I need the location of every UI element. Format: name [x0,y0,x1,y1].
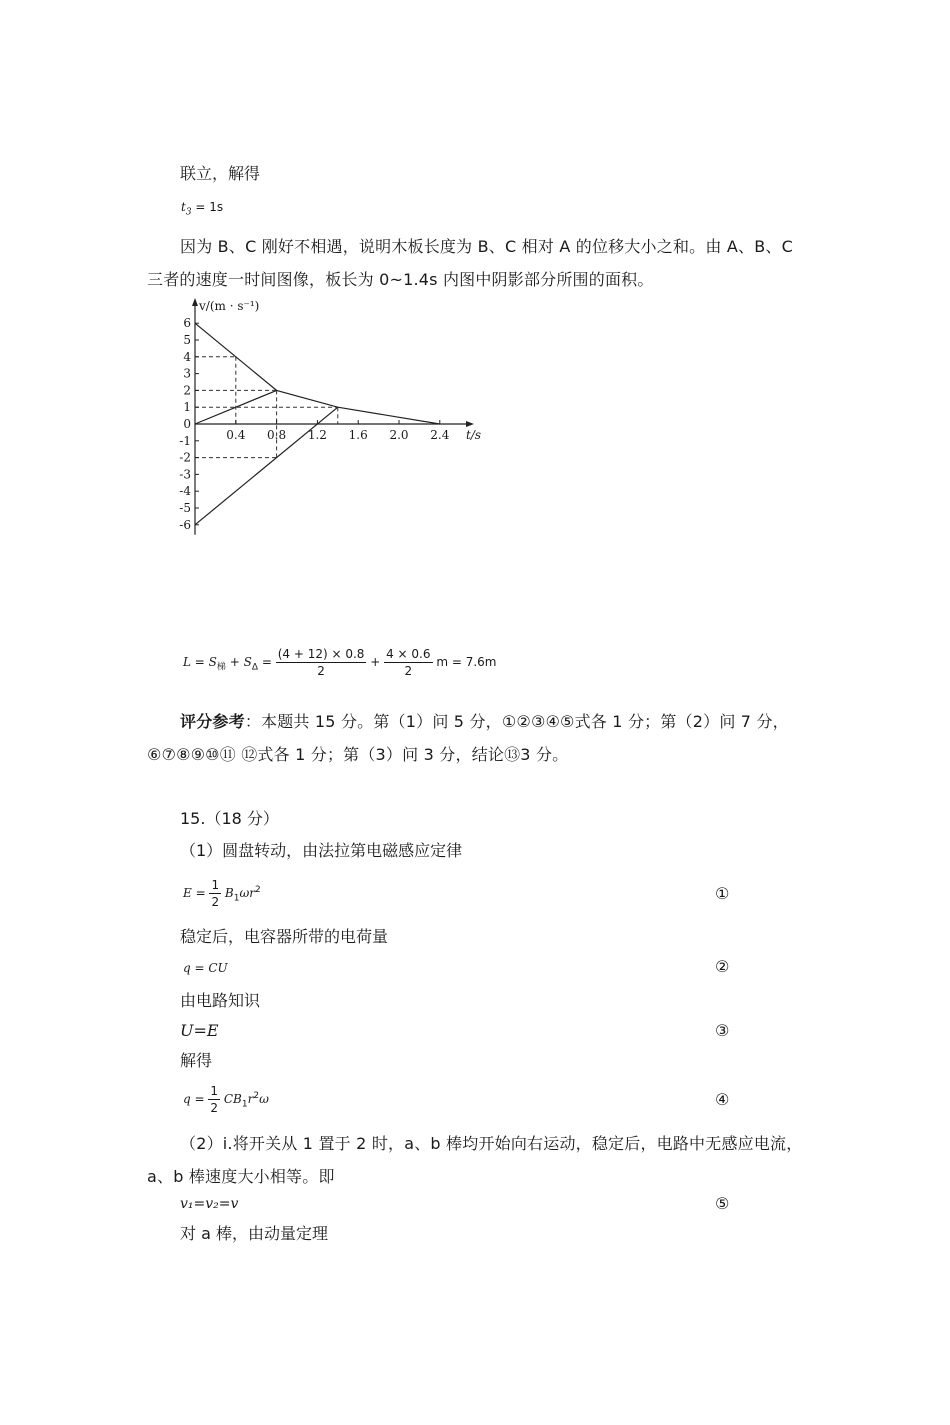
mark-1: ① [715,884,730,903]
equation-4: q = $\frac{1}{2}$ $CB_1r^2\omega$ [183,1084,269,1115]
y-tick-label: -4 [179,484,191,499]
y-tick-label: -1 [179,433,191,448]
y-tick-label: 1 [183,400,191,415]
x-axis-label: t/s [466,428,482,442]
scoring-reference [147,705,812,771]
y-tick-label: 0 [183,417,191,431]
x-tick-label: 0.8 [267,428,287,442]
solve-line-2: 解得 [180,1051,213,1070]
mark-4: ④ [715,1090,730,1109]
scoring-label: 评分参考 [180,712,245,731]
equation-2: q = CU [183,961,228,975]
equation-3: U=E [180,1021,219,1040]
x-tick-label: 0.4 [226,428,246,442]
scoring-text: ：本题共 15 分。第（1）问 5 分，①②③④⑤式各 1 分；第（2）问 7 分，⑥⑦⑧⑨⑩⑪ ⑫式各 1 分；第（3）问 3 分，结论⑬3 分。 [147,712,789,764]
question-15-header: 15.（18 分） [180,809,279,828]
series-line [195,407,338,525]
q2-paragraph: （2）i.将开关从 1 置于 2 时，a、b 棒均开始向右运动，稳定后，电路中无感应电流，a、b 棒速度大小相等。即 [147,1134,803,1186]
y-tick-label: -5 [179,501,191,515]
equation-5: v₁=v₂=v [180,1196,239,1212]
t3-equation: $t_3 = 1s$ [181,200,224,218]
equation-1: E = $\frac{1}{2}$ $B_1\omega r^2$ [183,878,261,909]
y-tick-label: 3 [183,366,191,381]
y-tick-label: -2 [179,450,191,465]
fraction-triangle: $\frac{4 \times 0.6}{2}$ [386,647,431,678]
mark-3: ③ [715,1021,730,1040]
a-rod-line: 对 a 棒，由动量定理 [180,1224,328,1243]
y-tick-label: 6 [183,316,191,331]
circuit-line: 由电路知识 [180,991,261,1010]
y-tick-label: 2 [183,383,191,398]
mark-5: ⑤ [715,1194,730,1213]
x-tick-label: 2.0 [389,428,409,442]
solve-line: 联立，解得 [180,164,261,183]
y-tick-label: -3 [179,467,191,482]
fraction-trapezoid: $\frac{(4 + 12) \times 0.8}{2}$ [277,647,365,678]
mark-2: ② [715,957,730,976]
explanation-paragraph: 因为 B、C 刚好不相遇，说明木板长度为 B、C 相对 A 的位移大小之和。由 A、B、C 三者的速度一时间图像，板长为 0~1.4s 内图中阴影部分所围的面积。 [147,237,793,289]
y-tick-label: -6 [179,517,191,532]
x-tick-label: 1.6 [348,428,368,442]
x-tick-label: 1.2 [307,428,327,442]
length-equation: $L = S_梯 + S_\Delta$ = $\frac{(4 + 12) \times 0.8}{2}$ + $\frac{4 \times 0.6}{2}$ m = 7.6m [183,647,497,678]
y-tick-label: 5 [183,333,191,347]
x-axis-arrow [466,421,474,427]
y-axis-label: v/(m · s⁻¹) [199,299,260,313]
y-axis-arrow [192,298,198,306]
stable-line: 稳定后，电容器所带的电荷量 [180,927,389,946]
velocity-time-chart [165,292,485,542]
x-tick-label: 2.4 [430,428,450,442]
y-tick-label: 4 [183,349,191,364]
q1-intro: （1）圆盘转动，由法拉第电磁感应定律 [180,841,463,860]
